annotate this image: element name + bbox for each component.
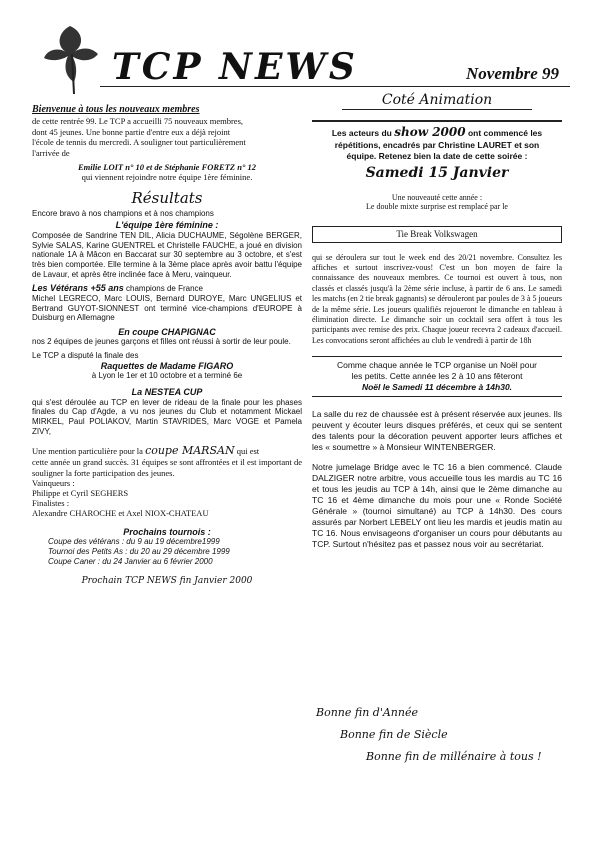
left-column — [32, 104, 302, 587]
veterans-line — [32, 283, 302, 294]
finalists-label: Finalistes : — [32, 498, 70, 509]
marsan-line — [32, 444, 302, 457]
chapignac-heading: En coupe CHAPIGNAC — [118, 326, 216, 337]
masthead-rule — [100, 86, 570, 87]
show-line1-pre: Les acteurs du — [331, 127, 395, 138]
welcome-names: Emilie LOIT n° 10 et de Stéphanie FORETZ n° 12 — [78, 161, 256, 172]
marsan-name: coupe MARSAN — [145, 444, 235, 458]
figaro-detail: à Lyon le 1er et 10 octobre et a terminé 6e — [91, 371, 243, 381]
next-issue: Prochain TCP NEWS fin Janvier 2000 — [81, 576, 253, 587]
marsan-pre: Une mention particulière pour la — [32, 446, 146, 457]
right-column — [312, 92, 562, 550]
nestea-heading: La NESTEA CUP — [131, 387, 203, 398]
figaro-heading: Raquettes de Madame FIGARO — [100, 360, 234, 371]
results-intro: Encore bravo à nos champions et à nos champions — [32, 208, 214, 218]
show-name: show 2000 — [394, 124, 466, 139]
winners: Philippe et Cyril SEGHERS — [32, 487, 129, 498]
salle-text: La salle du rez de chaussée est à présent réservée aux jeunes. Ils peuvent y écouter leurs disques préférés, et ceux qui se sentent des talents pour la décoration peuvent apporter leurs affiches et les « soumettre » à Monsieur WINTENBERGER. — [312, 409, 562, 453]
welcome-line: dont 45 jeunes. Une bonne partie d'entre eux a déjà rejoint — [32, 126, 231, 137]
show-line3: équipe. Retenez bien la date de cette soirée : — [346, 151, 528, 162]
tournaments-list — [32, 537, 302, 566]
veterans-heading: Les Vétérans +55 ans — [32, 283, 124, 294]
show-line2: répétitions, encadrés par Christine LAURET et son — [334, 140, 540, 151]
tournament-item: Coupe Caner : du 24 Janvier au 6 février 2000 — [48, 556, 213, 566]
marsan-section — [32, 444, 302, 518]
veterans-text: Michel LEGRECO, Marc LOUIS, Bernard DUROYE, Marc UNGELIUS et Bertrand GUYOT-SIONNEST ont terminé vice-champions d'EUROPE à Duisburg en Allemagne — [32, 293, 302, 323]
new-this-year: Une nouveauté cette année : — [391, 192, 483, 202]
show-line1 — [312, 125, 562, 141]
marsan-text: cette année un grand succès. 31 équipes se sont affrontées et il est important de souligner la forte participation des jeunes. — [32, 457, 302, 478]
show-line1-post: ont commencé les — [465, 127, 543, 138]
bridge-text: Notre jumelage Bridge avec le TC 16 a bien commencé. Claude DALZIGER notre arbitre, vous accueille tous les mardis au TC 16 et tous les jeudis au TCP à 14h, ainsi que le 2ème dimanche au TC 16 et 4ème dimanche du mois pour une « Ronde Société Générale » (tournoi simultané) au TCP à 14h30. Des cours assurés par Norbert LEBELY ont lieu les mardis et jeudis matin au TC 16. Nous envisageons d'organiser un cours pour débutants au TCP. Surtout n'hésitez pas et passez nous voir au secrétariat. — [312, 461, 562, 549]
figaro-line: Le TCP a disputé la finale des — [32, 351, 139, 361]
winners-label: Vainqueurs : — [32, 477, 75, 488]
marsan-post: qui est — [234, 446, 260, 457]
welcome-closing: qui viennent rejoindre notre équipe 1ère féminine. — [81, 172, 253, 183]
nestea-text: qui s'est déroulée au TCP en lever de rideau de la finale pour les phases finales du Cap d'Agde, a vu nos jeunes du Club et notamment Mickael MIRKEL, Paul POLIAKOV, Martin STAVRIDES, Marc VOGE et Pamela ZIVY, — [32, 397, 302, 436]
new-desc: Le double mixte surprise est remplacé par le — [366, 202, 508, 212]
show-box — [312, 120, 562, 183]
tiebreak-text: qui se déroulera sur tout le week end des 20/21 novembre. Consultez les affiches et surtout inscrivez-vous! C'est un bon moyen de faire la connaissance des nouveaux membres. Ce tournoi est ouvert à tous, non classés et classés jusqu'à la 2ème série incluse, à partir de 6 ans. Le samedi les matchs (en 2 tie break gagnants) se dérouleront par poules de 3 à 5 joueurs de la même série. Les joueurs qualifiés rejoueront le dimanche en tableau à élimination directe. Le dimanche soir un cocktail sera offert à tous les participants avec remise des prix. Chaque joueur recevra 2 cadeaux d'accueil. Les convocations seront affichées au club le vendredi à partir de 18h — [312, 252, 562, 345]
tournament-item: Tournoi des Petits As : du 20 au 29 décembre 1999 — [48, 546, 230, 556]
wish-3: Bonne fin de millénaire à tous ! — [366, 750, 542, 763]
finalists: Alexandre CHAROCHE et Axel NIOX-CHATEAU — [32, 508, 209, 519]
team1-text: Composée de Sandrine TEN DIL, Alicia DUCHAUME, Ségolène BERGER, Sylvie SALAS, Karine GUENTREL et Christelle FAUCHE, a joué en division nationale 1A à Mâcon en Baccarat sur 30 septembre au 3 octobre, et s'est très bien comportée. Elle termine à la 3ème place après avoir battu l'équipe de Lavaur, et après être inclinée face à Meru, vainqueur. — [32, 231, 302, 279]
tiebreak-title: Tie Break Volkswagen — [312, 226, 562, 243]
leaf-logo-icon — [30, 18, 110, 98]
masthead-title: TCP NEWS — [112, 46, 358, 88]
animation-title: Coté Animation — [342, 92, 532, 110]
team1-heading: L'équipe 1ère féminine : — [115, 220, 219, 231]
tournament-item: Coupe des vétérans : du 9 au 19 décembre1999 — [48, 537, 220, 547]
welcome-heading: Bienvenue à tous les nouveaux membres — [32, 104, 200, 115]
welcome-line: l'arrivée de — [32, 147, 70, 158]
noel-box — [312, 356, 562, 397]
noel-line: Comme chaque année le TCP organise un Noël pour — [336, 360, 538, 371]
noel-line: les petits. Cette année les 2 à 10 ans fêteront — [351, 371, 523, 382]
welcome-line: l'école de tennis du mercredi. A souligner tout particulièrement — [32, 137, 246, 148]
masthead-date: Novembre 99 — [466, 64, 560, 83]
noel-date: Noël le Samedi 11 décembre à 14h30. — [361, 382, 513, 393]
welcome-line: de cette rentrée 99. Le TCP a accueilli 75 nouveaux membres, — [32, 116, 244, 126]
veterans-suffix: champions de France — [123, 284, 203, 294]
show-date: Samedi 15 Janvier — [365, 165, 509, 182]
wish-1: Bonne fin d'Année — [316, 706, 418, 719]
welcome-body — [32, 116, 302, 183]
results-heading: Résultats — [131, 188, 203, 207]
chapignac-text: nos 2 équipes de jeunes garçons et filles ont réussi à sortir de leur poule. — [32, 337, 291, 347]
wish-2: Bonne fin de Siècle — [340, 728, 448, 741]
tournaments-heading: Prochains tournois : — [123, 526, 211, 537]
